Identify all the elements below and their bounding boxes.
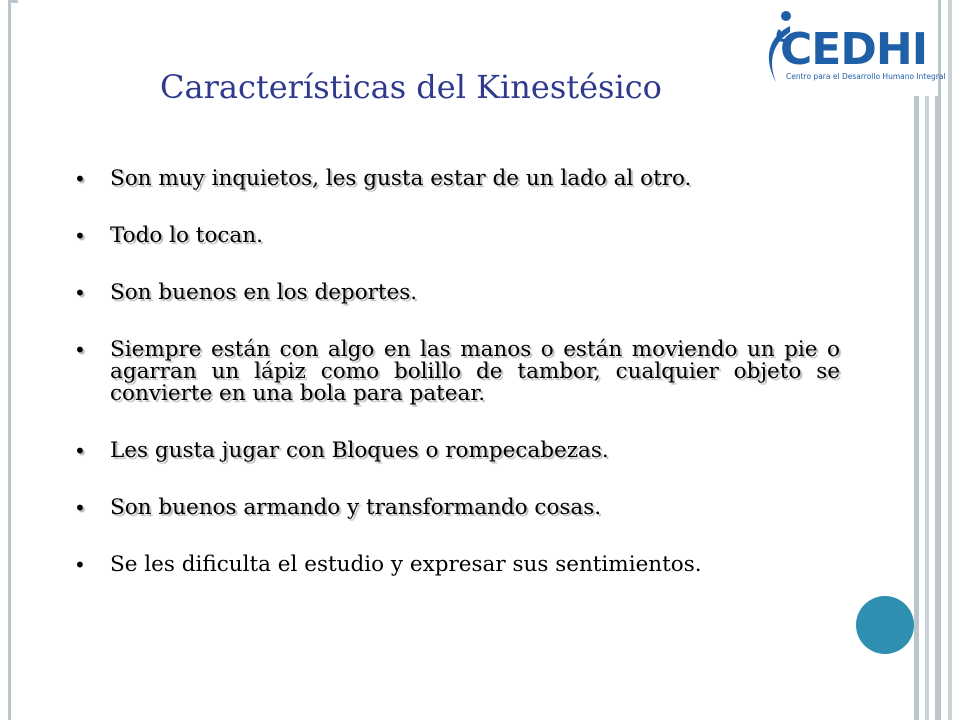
frame-top-line: [8, 0, 18, 3]
bullet-dot: •: [74, 496, 86, 520]
bullet-item: [74, 339, 840, 405]
bullet-text: Son buenos armando y transformando cosas.: [110, 495, 602, 520]
bullet-text: Se les dificulta el estudio y expresar sus sentimientos.: [110, 552, 702, 577]
bullet-item: [74, 554, 840, 576]
frame-rail: [935, 0, 941, 720]
bullet-text: Todo lo tocan.: [110, 223, 263, 248]
bullet-text: Son muy inquietos, les gusta estar de un lado al otro.: [110, 166, 692, 191]
frame-left-line: [8, 0, 11, 720]
logo-wordmark: CEDHI: [780, 24, 928, 75]
bullet-dot: •: [74, 553, 86, 577]
bullet-item: [74, 282, 840, 304]
bullet-item: [74, 497, 840, 519]
bullet-item: [74, 168, 840, 190]
bullet-item: [74, 440, 840, 462]
frame-rail: [914, 0, 919, 720]
bullet-dot: •: [74, 338, 86, 362]
bullet-dot: •: [74, 439, 86, 463]
bullet-dot: •: [74, 281, 86, 305]
frame-rail: [948, 0, 952, 720]
cedhi-logo: [752, 0, 946, 96]
slide-title: Características del Kinestésico: [160, 68, 662, 106]
bullet-text: Siempre están con algo en las manos o están moviendo un pie o agarran un lápiz como bolillo de tambor, cualquier objeto se convierte en una bola para patear.: [110, 337, 840, 406]
bullet-text: Son buenos en los deportes.: [110, 280, 418, 305]
bullet-dot: •: [74, 167, 86, 191]
frame-rail: [925, 0, 929, 720]
bullet-item: [74, 225, 840, 247]
logo-subtitle: Centro para el Desarrollo Humano Integral: [786, 72, 946, 81]
bullet-dot: •: [74, 224, 86, 248]
bullet-text: Les gusta jugar con Bloques o rompecabezas.: [110, 438, 609, 463]
bullet-list: [74, 168, 840, 611]
decorative-circle: [856, 596, 914, 654]
